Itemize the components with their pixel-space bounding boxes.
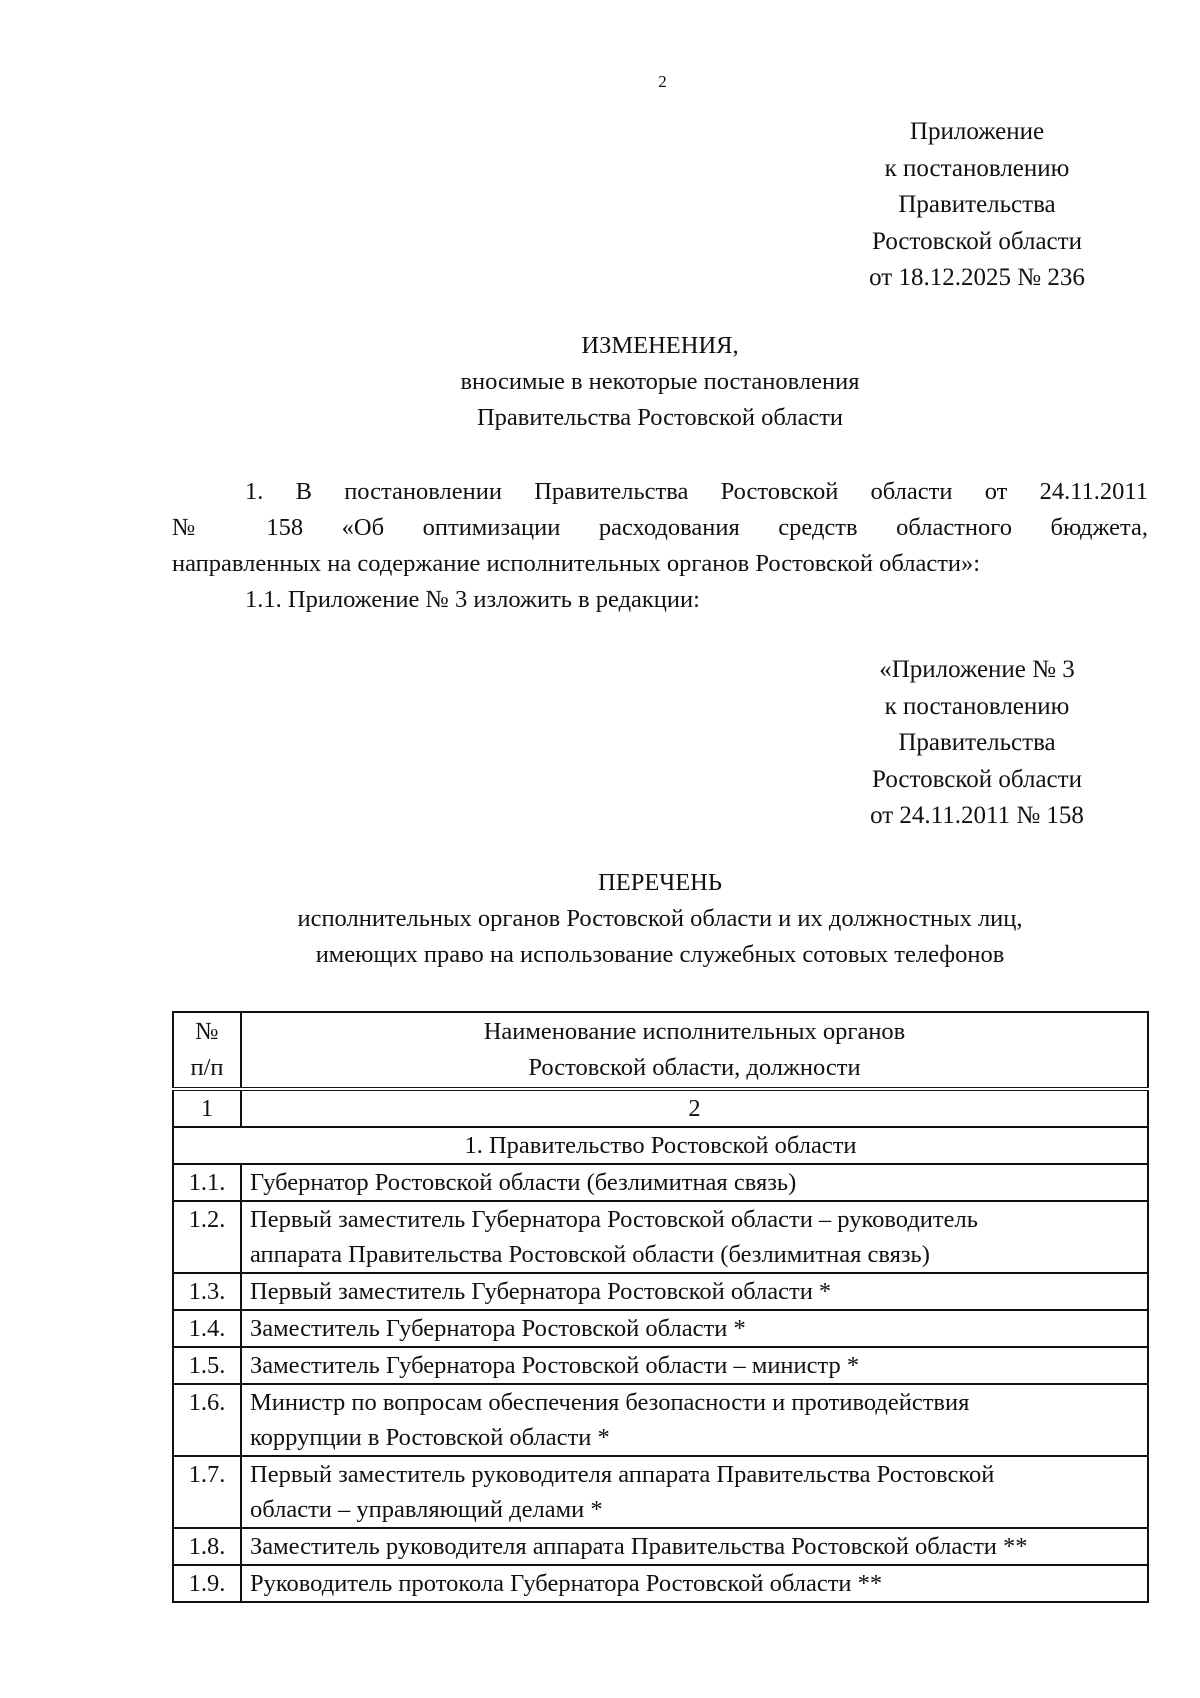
header-name-label: Наименование исполнительных органов bbox=[483, 1018, 906, 1045]
row-name: Заместитель Губернатора Ростовской области – министр * bbox=[241, 1347, 1148, 1384]
header-name-label: Ростовской области, должности bbox=[528, 1054, 861, 1081]
attachment-line: Ростовской области bbox=[872, 227, 1082, 255]
table-row bbox=[173, 1456, 1148, 1528]
subitem-1-1: 1.1. Приложение № 3 изложить в редакции: bbox=[245, 586, 700, 613]
table-row bbox=[173, 1384, 1148, 1456]
attachment-date-line: от 18.12.2025 № 236 bbox=[869, 264, 1085, 291]
row-name-line: коррупции в Ростовской области * bbox=[250, 1424, 610, 1451]
column-numbers-row bbox=[173, 1089, 1148, 1127]
row-number: 1.2. bbox=[173, 1201, 241, 1273]
row-number: 1.3. bbox=[173, 1273, 241, 1310]
row-name bbox=[241, 1201, 1148, 1273]
row-number: 1.6. bbox=[173, 1384, 241, 1456]
row-number: 1.4. bbox=[173, 1310, 241, 1347]
column-number: 2 bbox=[241, 1089, 1148, 1127]
row-name bbox=[241, 1384, 1148, 1456]
item-1-paragraph bbox=[172, 474, 1148, 618]
attachment-line: «Приложение № 3 bbox=[879, 656, 1075, 683]
header-num-cell bbox=[173, 1012, 241, 1089]
page-number: 2 bbox=[658, 72, 667, 91]
column-number: 1 bbox=[173, 1089, 241, 1127]
row-number: 1.8. bbox=[173, 1528, 241, 1565]
row-name-line: области – управляющий делами * bbox=[250, 1496, 603, 1523]
table-row bbox=[173, 1273, 1148, 1310]
row-name bbox=[241, 1456, 1148, 1528]
section-row bbox=[173, 1127, 1148, 1164]
row-name: Руководитель протокола Губернатора Ростовской области ** bbox=[241, 1565, 1148, 1602]
section-title: 1. Правительство Ростовской области bbox=[173, 1127, 1148, 1164]
changes-subtitle: вносимые в некоторые постановления bbox=[460, 368, 860, 395]
changes-title bbox=[172, 328, 1148, 436]
item-1-line: направленных на содержание исполнительных органов Ростовской области»: bbox=[172, 550, 981, 577]
changes-heading: ИЗМЕНЕНИЯ, bbox=[581, 332, 739, 359]
row-name: Заместитель Губернатора Ростовской области * bbox=[241, 1310, 1148, 1347]
table-row bbox=[173, 1565, 1148, 1602]
row-number: 1.1. bbox=[173, 1164, 241, 1201]
header-num-label: п/п bbox=[190, 1054, 224, 1081]
header-num-label: № bbox=[195, 1018, 219, 1045]
table-header-row bbox=[173, 1012, 1148, 1089]
row-number: 1.7. bbox=[173, 1456, 241, 1528]
quoted-attachment-header bbox=[840, 652, 1114, 835]
table-row bbox=[173, 1528, 1148, 1565]
list-title bbox=[172, 865, 1148, 973]
row-name-line: аппарата Правительства Ростовской области (безлимитная связь) bbox=[250, 1241, 930, 1268]
table-row bbox=[173, 1164, 1148, 1201]
attachment-line: к постановлению bbox=[884, 154, 1070, 182]
table-row bbox=[173, 1310, 1148, 1347]
row-number: 1.5. bbox=[173, 1347, 241, 1384]
item-1-line: № 158 «Об оптимизации расходования средств областного бюджета, bbox=[172, 514, 1148, 541]
attachment-line: Правительства bbox=[898, 729, 1056, 756]
row-number: 1.9. bbox=[173, 1565, 241, 1602]
item-1-line: 1. В постановлении Правительства Ростовской области от 24.11.2011 bbox=[245, 478, 1148, 505]
table-row bbox=[173, 1201, 1148, 1273]
list-heading: ПЕРЕЧЕНЬ bbox=[598, 869, 722, 896]
row-name: Первый заместитель Губернатора Ростовской области * bbox=[241, 1273, 1148, 1310]
row-name: Губернатор Ростовской области (безлимитная связь) bbox=[241, 1164, 1148, 1201]
changes-subtitle: Правительства Ростовской области bbox=[476, 404, 844, 431]
attachment-line: Приложение bbox=[909, 118, 1045, 145]
row-name-line: Первый заместитель Губернатора Ростовской области – руководитель bbox=[250, 1206, 978, 1233]
attachment-date-line: от 24.11.2011 № 158 bbox=[870, 802, 1084, 829]
table-row bbox=[173, 1347, 1148, 1384]
officials-table bbox=[172, 1011, 1149, 1603]
row-name-line: Первый заместитель руководителя аппарата Правительства Ростовской bbox=[250, 1461, 995, 1488]
header-name-cell bbox=[241, 1012, 1148, 1089]
attachment-header bbox=[840, 114, 1114, 297]
attachment-line: Правительства bbox=[898, 191, 1056, 218]
row-name-line: Министр по вопросам обеспечения безопасности и противодействия bbox=[250, 1389, 970, 1416]
list-subtitle: имеющих право на использование служебных сотовых телефонов bbox=[315, 941, 1005, 968]
attachment-line: к постановлению bbox=[884, 692, 1070, 720]
list-subtitle: исполнительных органов Ростовской области и их должностных лиц, bbox=[297, 905, 1023, 932]
row-name: Заместитель руководителя аппарата Правительства Ростовской области ** bbox=[241, 1528, 1148, 1565]
attachment-line: Ростовской области bbox=[872, 765, 1082, 793]
